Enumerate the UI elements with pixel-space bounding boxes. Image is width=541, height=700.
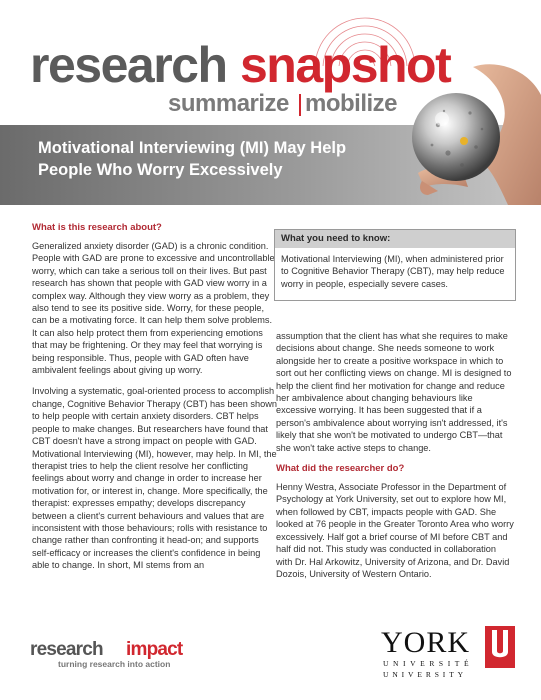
research-impact-tagline: turning research into action	[58, 659, 171, 669]
hand-holding-sphere-image	[378, 55, 541, 205]
york-university-label: UNIVERSITY	[383, 670, 467, 679]
tag-separator	[299, 94, 301, 116]
article-title-line-2: People Who Worry Excessively	[38, 161, 283, 179]
york-wordmark: YORK	[381, 626, 471, 659]
tag-mobilize: mobilize	[305, 90, 398, 117]
about-paragraph-1: Generalized anxiety disorder (GAD) is a chronic condition. People with GAD are prone to excessive and uncontrollable worry, which can take a serious toll on their lives. But past research has shown that people with GAD view worry in a complex way. Although they view worry as a problem, they also tend to see its positive side. Worry, for these people, can be a motivating force. It can help them solve problems. It can also help protect them from experiencing emotions that may be frightening. Or they may feel that worrying is being responsible. Thus, people with GAD often have ambivalent feelings about giving up worry.	[32, 241, 275, 376]
about-heading: What is this research about?	[32, 222, 162, 233]
article-title	[38, 137, 398, 181]
research-impact-logo-impact: impact	[126, 639, 183, 660]
researcher-heading: What did the researcher do?	[276, 463, 405, 475]
york-u-icon	[485, 626, 515, 668]
brand-research-word: research	[30, 37, 227, 93]
research-impact-logo-research: research	[30, 639, 103, 660]
need-to-know-box	[274, 229, 516, 301]
brand-snapshot-word: snapshot	[240, 37, 451, 93]
york-universite-label: UNIVERSITÉ	[383, 659, 474, 668]
continued-paragraph: assumption that the client has what she requires to make decisions about change. She needs someone to work alongside her to create a positive workspace in which to sort out her conflicting views on change. MI is designed to help the client find her motivation for change and reduce her ambivalence about changing behaviours like excessive worrying. It has been suggested that if a person's ambivalence about worrying isn't addressed, it's likely that she won't be motivated to undergo CBT—that she won't take active steps to change.	[276, 331, 512, 453]
about-paragraph-2: Involving a systematic, goal-oriented process to accomplish change, Cognitive Behavior Therapy (CBT) has been shown to help people with certain anxiety disorders. CBT helps people to make changes. But researchers have found that CBT doesn't have a strong impact on people with GAD. Motivational Interviewing (MI), however, may help. In MI, the therapist tries to help the client resolve her conflicting feelings about worry and change in order to increase her motivation for, or interest in, change. More specifically, the therapist: expresses empathy; develops discrepancy between a client's current behaviours and values that are inconsistent with those behaviours; rolls with resistance to change rather than confronting it head-on; and supports self-efficacy or increases the client's confidence in being able to change. In short, MI stems from an	[32, 386, 277, 571]
need-to-know-heading: What you need to know:	[275, 230, 515, 248]
researcher-paragraph: Henny Westra, Associate Professor in the Department of Psychology at York University, set out to explore how MI, when followed by CBT, impacts people with GAD. She looked at 76 people in the Greater Toronto Area who worry excessively. Half got a brief course of MI before CBT and half did not. This study was conducted in collaboration with Dr. Hal Arkowitz, University of Arizona, and Dr. David Dozois, University of Western Ontario.	[276, 482, 514, 579]
article-title-line-1: Motivational Interviewing (MI) May Help	[38, 139, 347, 157]
york-university-logo	[381, 628, 511, 688]
need-to-know-body: Motivational Interviewing (MI), when administered prior to Cognitive Behavior Therapy (CBT), may help reduce worry in people, especially severe cases.	[281, 254, 505, 289]
right-column	[276, 330, 514, 589]
left-column	[32, 222, 278, 581]
tag-summarize: summarize	[168, 90, 289, 117]
